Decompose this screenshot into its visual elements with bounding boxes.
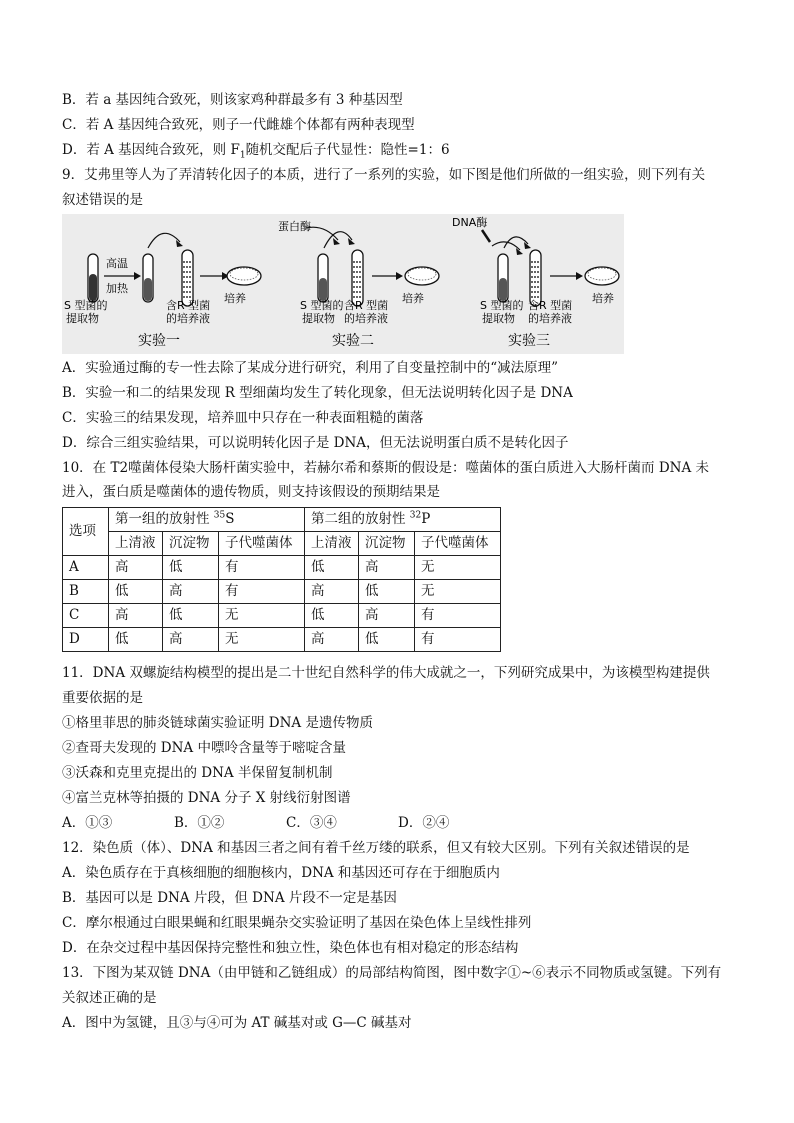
label-r-medium-1: 含R 型菌 (528, 299, 573, 312)
table-cell: 有 (415, 628, 501, 652)
table-cell: 高 (163, 628, 219, 652)
experiment-2-title: 实验二 (332, 333, 374, 349)
q8-option-d-subscript: 1 (239, 150, 246, 161)
q12-option-b: B．基因可以是 DNA 片段，但 DNA 片段不一定是基因 (62, 890, 397, 906)
table-cell: 低 (305, 556, 359, 580)
header-group1 (109, 508, 305, 532)
table-cell: 低 (109, 628, 163, 652)
r-medium-tube-icon (182, 250, 193, 306)
experiment-figure (62, 214, 624, 354)
table-cell: B (63, 580, 109, 604)
table-cell: 有 (219, 580, 305, 604)
table-cell: 无 (415, 556, 501, 580)
q9-option-c: C．实验三的结果发现，培养皿中只存在一种表面粗糙的菌落 (62, 410, 424, 426)
label-s-extract-1: S 型菌的 (300, 299, 344, 312)
q8-option-b: B．若 a 基因纯合致死，则该家鸡种群最多有 3 种基因型 (62, 92, 403, 108)
q11-item-1: ①格里菲思的肺炎链球菌实验证明 DNA 是遗传物质 (62, 715, 373, 731)
label-s-extract-2: 提取物 (302, 312, 335, 325)
q11-option-b: B．①② (174, 815, 225, 831)
q12-option-c: C．摩尔根通过白眼果蝇和红眼果蝇杂交实验证明了基因在染色体上呈线性排列 (62, 915, 532, 931)
table-cell: C (63, 604, 109, 628)
petri-dish-icon (585, 267, 619, 285)
q8-option-d-text-end: 随机交配后子代显性：隐性=1：6 (245, 142, 450, 158)
q8-option-c: C．若 A 基因纯合致死，则子一代雌雄个体都有两种表现型 (62, 117, 415, 133)
q8-option-d (62, 142, 450, 161)
q12-option-a: A．染色质存在于真核细胞的细胞核内，DNA 和基因还可存在于细胞质内 (62, 865, 500, 881)
subheader-cell: 子代噬菌体 (415, 532, 501, 556)
label-s-extract-2: 提取物 (482, 312, 515, 325)
label-culture: 培养 (592, 292, 614, 305)
q13-stem-line1: 13．下图为某双链 DNA（由甲链和乙链组成）的局部结构简图，图中数字①~⑥表示不同物质或氢键。下列有 (62, 965, 722, 981)
experiment-1-title: 实验一 (138, 333, 180, 349)
q11-item-4: ④富兰克林等拍摄的 DNA 分子 X 射线衍射图谱 (62, 790, 351, 806)
petri-dish-icon (405, 267, 439, 285)
heated-tube-icon (143, 254, 153, 302)
header-group2 (305, 508, 501, 532)
subheader-cell: 沉淀物 (163, 532, 219, 556)
table-row (63, 628, 501, 652)
r-medium-tube-icon (352, 250, 363, 306)
table-cell: 高 (163, 580, 219, 604)
table-cell: 高 (305, 628, 359, 652)
header-group1-text: 第一组的放射性 (115, 510, 214, 527)
q11-option-c: C．③④ (286, 815, 337, 831)
label-s-extract-1: S 型菌的 (64, 299, 108, 312)
q9-option-a: A．实验通过酶的专一性去除了某成分进行研究，利用了自变量控制中的“减法原理” (62, 360, 559, 376)
table-row (63, 556, 501, 580)
subheader-cell: 上清液 (305, 532, 359, 556)
experiment-3-title: 实验三 (508, 333, 550, 349)
q10-results-table (62, 507, 501, 652)
header-group2-element: P (421, 510, 431, 527)
s-extract-tube-icon (318, 254, 328, 302)
header-group1-isotope: 35 (213, 510, 226, 521)
table-cell: 高 (109, 556, 163, 580)
q11-item-3: ③沃森和克里克提出的 DNA 半保留复制机制 (62, 765, 333, 781)
q11-item-2: ②查哥夫发现的 DNA 中嘌呤含量等于嘧啶含量 (62, 740, 346, 756)
label-heat: 加热 (106, 282, 128, 295)
q13-option-a: A．图中为氢键，且③与④可为 AT 碱基对或 G—C 碱基对 (62, 1015, 412, 1031)
table-cell: 低 (359, 580, 415, 604)
q9-option-d: D．综合三组实验结果，可以说明转化因子是 DNA，但无法说明蛋白质不是转化因子 (62, 435, 569, 451)
table-header-row (63, 508, 501, 532)
table-cell: 低 (163, 556, 219, 580)
r-medium-tube-icon (530, 250, 541, 306)
table-cell: 高 (109, 604, 163, 628)
label-r-medium-1: 含R 型菌 (344, 299, 389, 312)
q9-option-b: B．实验一和二的结果发现 R 型细菌均发生了转化现象，但无法说明转化因子是 DNA (62, 385, 573, 401)
label-culture: 培养 (402, 292, 424, 305)
table-cell: 高 (305, 580, 359, 604)
label-culture: 培养 (224, 292, 246, 305)
table-cell: 低 (359, 628, 415, 652)
label-dnase: DNA酶 (452, 216, 488, 229)
table-cell: 无 (219, 604, 305, 628)
header-group2-text: 第二组的放射性 (311, 510, 410, 527)
q12-stem: 12．染色质（体）、DNA 和基因三者之间有着千丝万缕的联系，但又有较大区别。下列有关叙述错误的是 (62, 840, 690, 856)
label-r-medium-2: 的培养液 (528, 312, 572, 325)
label-s-extract-2: 提取物 (66, 312, 99, 325)
table-cell: A (63, 556, 109, 580)
q11-stem-line2: 重要依据的是 (62, 690, 143, 706)
q13-stem-line2: 关叙述正确的是 (62, 990, 157, 1006)
q11-option-d: D．②④ (398, 815, 450, 831)
table-cell: 低 (305, 604, 359, 628)
label-s-extract-1: S 型菌的 (480, 299, 524, 312)
subheader-cell: 沉淀物 (359, 532, 415, 556)
subheader-cell: 子代噬菌体 (219, 532, 305, 556)
table-cell: 有 (219, 556, 305, 580)
header-option: 选项 (63, 508, 109, 556)
table-cell: 高 (359, 604, 415, 628)
q9-stem-line2: 叙述错误的是 (62, 192, 143, 208)
label-r-medium-1: 含R 型菌 (166, 299, 211, 312)
table-cell: D (63, 628, 109, 652)
table-cell: 无 (415, 580, 501, 604)
table-subheader-row (63, 532, 501, 556)
table-row (63, 604, 501, 628)
q11-option-a: A．①③ (62, 815, 113, 831)
header-group2-isotope: 32 (409, 510, 422, 521)
label-r-medium-2: 的培养液 (344, 312, 388, 325)
q11-stem-line1: 11．DNA 双螺旋结构模型的提出是二十世纪自然科学的伟大成就之一，下列研究成果中，为该模型构建提供 (62, 665, 710, 681)
label-high-temp: 高温 (106, 257, 128, 270)
header-group1-element: S (225, 510, 235, 527)
table-cell: 低 (109, 580, 163, 604)
table-row (63, 580, 501, 604)
s-extract-tube-icon (88, 254, 98, 302)
q9-stem-line1: 9．艾弗里等人为了弄清转化因子的本质，进行了一系列的实验，如下图是他们所做的一组实验，则下列有关 (62, 167, 706, 183)
petri-dish-icon (227, 267, 261, 285)
q10-stem-line2: 进入，蛋白质是噬菌体的遗传物质，则支持该假设的预期结果是 (62, 484, 440, 500)
s-extract-tube-icon (498, 254, 508, 302)
q10-stem-line1: 10．在 T2噬菌体侵染大肠杆菌实验中，若赫尔希和蔡斯的假设是：噬菌体的蛋白质进入大肠杆菌而 DNA 未 (62, 460, 710, 476)
label-protease: 蛋白酶 (278, 220, 311, 233)
table-cell: 无 (219, 628, 305, 652)
table-cell: 低 (163, 604, 219, 628)
q12-option-d: D．在杂交过程中基因保持完整性和独立性，染色体也有相对稳定的形态结构 (62, 940, 519, 956)
subheader-cell: 上清液 (109, 532, 163, 556)
label-r-medium-2: 的培养液 (166, 312, 210, 325)
q8-option-d-text: D．若 A 基因纯合致死，则 F (62, 142, 240, 158)
table-cell: 有 (415, 604, 501, 628)
table-cell: 高 (359, 556, 415, 580)
